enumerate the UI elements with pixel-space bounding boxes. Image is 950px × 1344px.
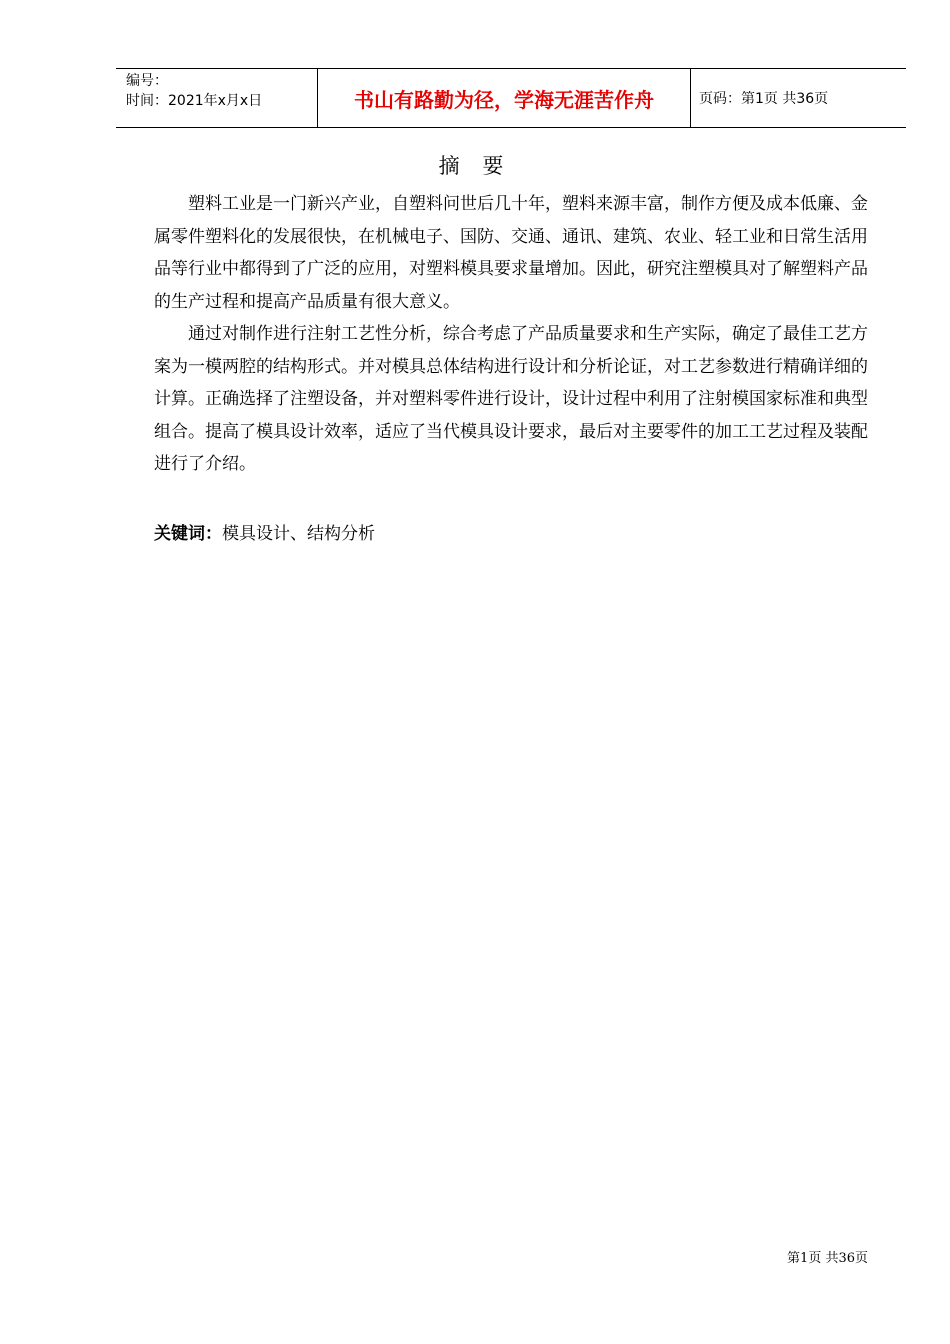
abstract-body bbox=[154, 188, 868, 481]
keywords-label: 关键词： bbox=[154, 524, 222, 544]
document-number-label: 编号： bbox=[126, 73, 168, 89]
document-time: 时间：2021年x月x日 bbox=[126, 93, 263, 109]
page-footer: 第1页 共36页 bbox=[787, 1251, 868, 1266]
keywords-line bbox=[154, 519, 375, 544]
keywords-value: 模具设计、结构分析 bbox=[222, 524, 375, 544]
abstract-paragraph: 塑料工业是一门新兴产业，自塑料问世后几十年，塑料来源丰富，制作方便及成本低廉、金属零件塑料化的发展很快，在机械电子、国防、交通、通讯、建筑、农业、轻工业和日常生活用品等行业中都得到了广泛的应用，对塑料模具要求量增加。因此，研究注塑模具对了解塑料产品的生产过程和提高产品质量有很大意义。 bbox=[154, 194, 868, 312]
abstract-paragraph: 通过对制作进行注射工艺性分析，综合考虑了产品质量要求和生产实际，确定了最佳工艺方案为一模两腔的结构形式。并对模具总体结构进行设计和分析论证，对工艺参数进行精确详细的计算。正确选择了注塑设备，并对塑料零件进行设计，设计过程中利用了注射模国家标准和典型组合。提高了模具设计效率，适应了当代模具设计要求，最后对主要零件的加工工艺过程及装配进行了介绍。 bbox=[154, 324, 868, 474]
page-header bbox=[116, 68, 906, 128]
header-meta-cell bbox=[116, 69, 318, 127]
header-page-number: 页码：第1页 共36页 bbox=[699, 91, 829, 107]
abstract-title: 摘 要 bbox=[438, 154, 512, 178]
header-motto: 书山有路勤为径，学海无涯苦作舟 bbox=[318, 69, 691, 127]
